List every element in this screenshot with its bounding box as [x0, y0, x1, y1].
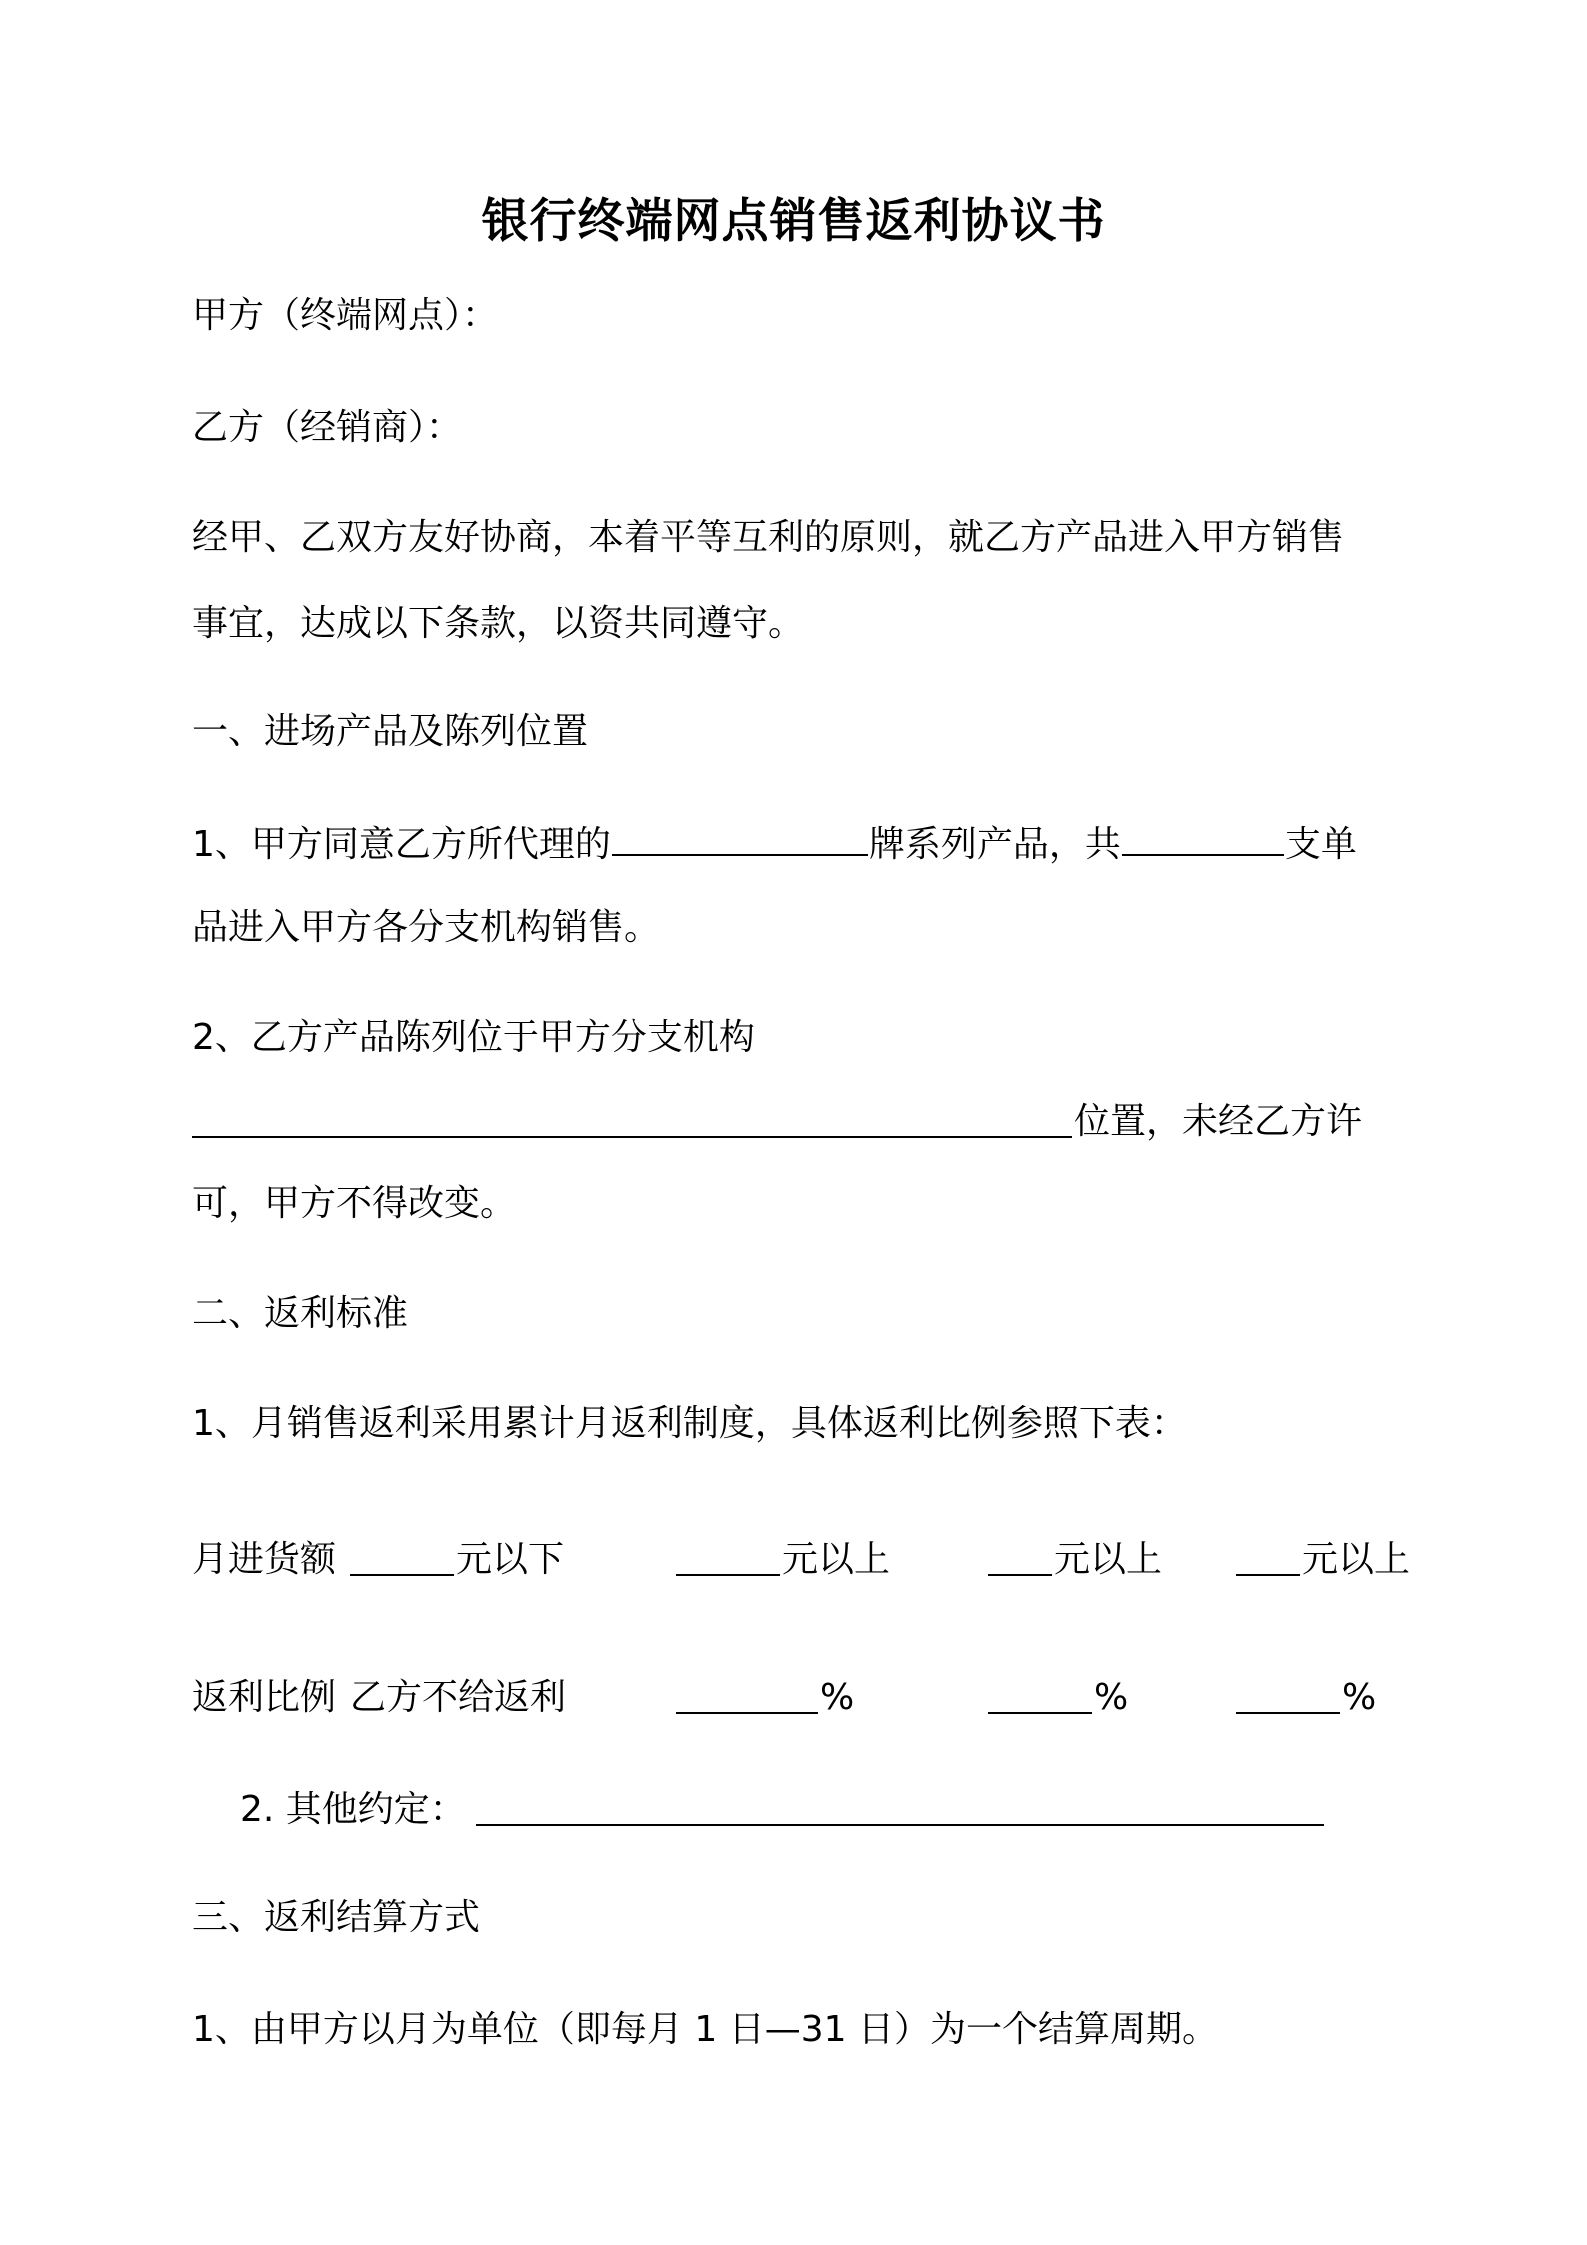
section-1-item-1-line-1: [192, 824, 1357, 863]
section-2-item-2: 2. 其他约定：: [240, 1789, 466, 1830]
party-a-label: 甲方（终端网点）：: [192, 295, 499, 336]
row-2-label: 返利比例: [192, 1677, 337, 1718]
section-1-item-2-line-1: 2、乙方产品陈列位于甲方分支机构: [192, 1017, 755, 1058]
section-1-item-1-line-2: 品进入甲方各分支机构销售。: [192, 907, 661, 948]
section-2-item-1: 1、月销售返利采用累计月返利制度，具体返利比例参照下表：: [192, 1403, 1187, 1444]
section-3-item-1: 1、由甲方以月为单位（即每月 1 日—31 日）为一个结算周期。: [192, 2009, 1218, 2050]
section-1-item-2-line-3: 可，甲方不得改变。: [192, 1183, 517, 1224]
section-2-heading: 二、返利标准: [192, 1293, 409, 1334]
intro-line-2: 事宜，达成以下条款，以资共同遵守。: [192, 603, 805, 644]
row-1-col-3: 元以上: [1054, 1539, 1163, 1580]
section-1-item-2-text-b: 位置，未经乙方许: [1074, 1101, 1363, 1142]
party-b-label: 乙方（经销商）：: [192, 407, 463, 448]
row-2-blank-3[interactable]: [988, 1712, 1092, 1714]
row-2-col-3: %: [1094, 1677, 1129, 1718]
row-1-col-2: 元以上: [782, 1539, 891, 1580]
brand-blank[interactable]: [612, 824, 868, 856]
row-1-blank-3[interactable]: [988, 1574, 1052, 1576]
location-blank[interactable]: [192, 1136, 1072, 1138]
document-title: 银行终端网点销售返利协议书: [481, 194, 1106, 249]
section-3-heading: 三、返利结算方式: [192, 1897, 481, 1938]
row-2-col-4: %: [1342, 1677, 1377, 1718]
row-1-col-4: 元以上: [1302, 1539, 1411, 1580]
row-1-label: 月进货额: [192, 1539, 337, 1580]
intro-line-1: 经甲、乙双方友好协商，本着平等互利的原则，就乙方产品进入甲方销售: [192, 517, 1345, 558]
row-2-blank-2[interactable]: [676, 1712, 818, 1714]
item-1-text-a: 1、甲方同意乙方所代理的: [192, 824, 611, 865]
row-1-blank-2[interactable]: [676, 1574, 780, 1576]
item-1-text-b: 牌系列产品，共: [868, 824, 1121, 865]
row-1-col-1: 元以下: [456, 1539, 565, 1580]
row-2-col-1: 乙方不给返利: [350, 1677, 567, 1718]
row-2-col-2: %: [820, 1677, 855, 1718]
item-1-text-c: 支单: [1284, 824, 1357, 865]
row-1-blank-4[interactable]: [1236, 1574, 1300, 1576]
count-blank[interactable]: [1122, 824, 1284, 856]
other-agreement-blank[interactable]: [476, 1824, 1324, 1826]
row-1-blank-1[interactable]: [350, 1574, 454, 1576]
section-1-heading: 一、进场产品及陈列位置: [192, 711, 589, 752]
row-2-blank-4[interactable]: [1236, 1712, 1340, 1714]
